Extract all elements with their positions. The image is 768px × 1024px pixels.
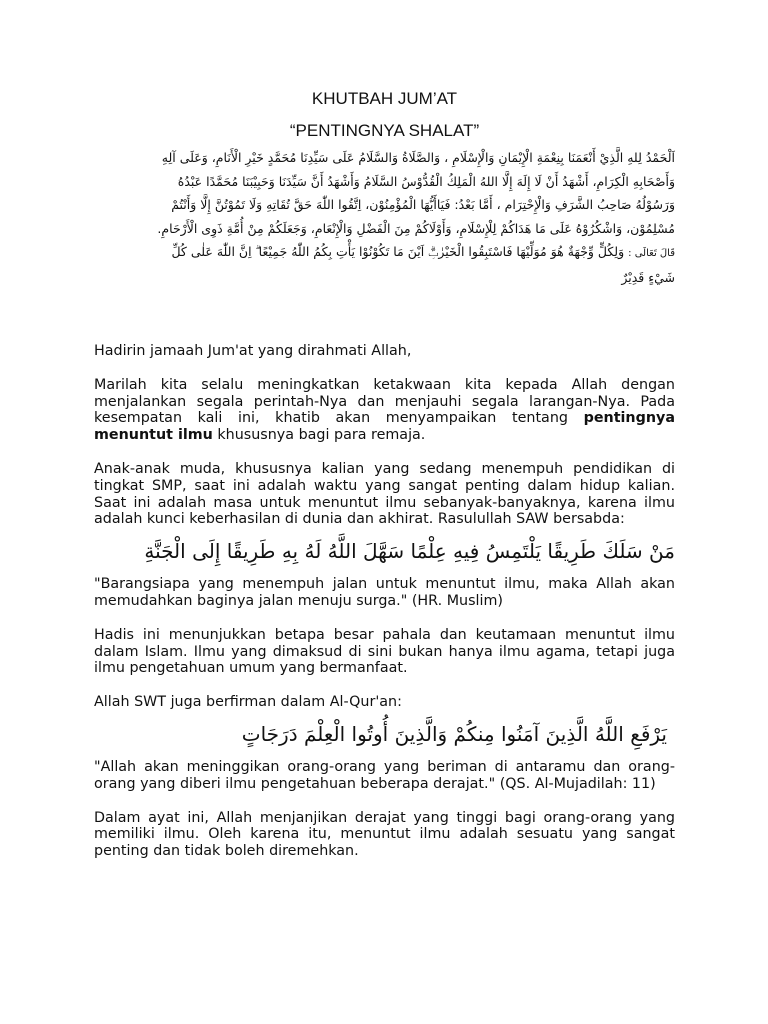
opening-arabic-line: [94, 240, 675, 266]
paragraph-youth: Anak-anak muda, khususnya kalian yang sedang menempuh pendidikan di tingkat SMP, saat ini adalah waktu yang sangat penting dalam hidup kalian. Saat ini adalah masa untuk menuntut ilmu sebanyak-banyaknya, karena ilmu adalah kunci keberhasilan di dunia dan akhirat. Rasulullah SAW bersabda:: [94, 460, 675, 528]
document-page: [94, 88, 675, 860]
paragraph-text: Marilah kita selalu meningkatkan ketakwaan kita kepada Allah dengan menjalankan segala perintah-Nya dan menjauhi segala larangan-Nya. Pada kesempatan kali ini, khatib akan menyampaikan tentang: [94, 376, 675, 427]
greeting: Hadirin jamaah Jum'at yang dirahmati Allah,: [94, 343, 412, 359]
paragraph-text: khususnya bagi para remaja.: [212, 427, 426, 444]
paragraph-intro: [94, 377, 675, 444]
opening-arabic-line: مُسْلِمُوْن، وَاشْكُرُوْهُ عَلَى مَا هَدَاكُمْ لِلْإِسْلَامِ، وَأَوْلَاكُمْ مِنَ الْفَضْلِ وَالْإِنْعَامِ، وَجَعَلَكُمْ مِنْ أُمَّةِ ذَوِى الْأَرْحَامِ.: [157, 220, 675, 236]
opening-arabic-label: قَالَ تَعَالَى :: [628, 248, 675, 259]
opening-arabic-prayer: [94, 146, 675, 289]
quran-verse-arabic: يَرْفَعِ اللَّهُ الَّذِينَ آمَنُوا مِنكُمْ وَالَّذِينَ أُوتُوا الْعِلْمَ دَرَجَاتٍ: [241, 721, 667, 746]
hadith-arabic: مَنْ سَلَكَ طَرِيقًا يَلْتَمِسُ فِيهِ عِلْمًا سَهَّلَ اللَّهُ لَهُ بِهِ طَرِيقًا إِلَى الْجَنَّةِ: [144, 539, 675, 564]
opening-arabic-line: اَلْحَمْدُ لِلهِ الَّذِيْ أَنْعَمَنَا بِنِعْمَةِ الْإِيْمَانِ وَالْإِسْلَامِ ، وَالصَّلَاةُ وَالسَّلَامُ عَلَى سَيِّدِنَا مُحَمَّدٍ خَيْرِ الْأَنَامِ، وَعَلَى آلِهِ: [161, 150, 675, 165]
paragraph-quran-intro: Allah SWT juga berfirman dalam Al-Qur'an:: [94, 694, 402, 711]
document-subtitle: “PENTINGNYA SHALAT”: [289, 121, 480, 140]
quran-verse-translation: "Allah akan meninggikan orang-orang yang beriman di antaramu dan orang-orang yang diberi ilmu pengetahuan beberapa derajat." (QS. Al-Mujadilah: 11): [94, 758, 675, 792]
hadith-translation: "Barangsiapa yang menempuh jalan untuk menuntut ilmu, maka Allah akan memudahkan baginya jalan menuju surga." (HR. Muslim): [94, 576, 675, 609]
paragraph-hadith-explanation: Hadis ini menunjukkan betapa besar pahala dan keutamaan menuntut ilmu dalam Islam. Ilmu yang dimaksud di sini bukan hanya ilmu agama, tetapi juga ilmu pengetahuan umum yang bermanfaat.: [94, 626, 675, 677]
opening-arabic-line: وَأَصْحَابِهِ الْكِرَامِ، أَشْهَدُ أَنْ لَا إِلَهَ إِلَّا اللهُ الْمَلِكُ الْقُدُّوْسُ السَّلَامُ وَأَشْهَدُ أَنَّ سَيِّدَنَا وَحَبِيْبَنَا مُحَمَّدًا عَبْدُهُ: [177, 173, 675, 189]
paragraph-emphasis: pentingnya menuntut ilmu: [94, 410, 675, 444]
opening-arabic-verse: وَلِكُلٍّ وِّجْهَةٌ هُوَ مُوَلِّيْهَا فَاسْتَبِقُوا الْخَيْرٰتِۗ اَيْنَ مَا تَكُوْنُوْا يَأْتِ بِكُمُ اللّٰهُ جَمِيْعًا ۗ اِنَّ اللّٰهَ عَلٰى كُلِّ: [171, 244, 625, 259]
document-title: KHUTBAH JUM’AT: [311, 89, 458, 108]
paragraph-conclusion: Dalam ayat ini, Allah menjanjikan derajat yang tinggi bagi orang-orang yang memiliki ilmu. Oleh karena itu, menuntut ilmu adalah sesuatu yang sangat penting dan tidak boleh diremehkan.: [94, 809, 675, 860]
opening-arabic-line: وَرَسُوْلُهُ صَاحِبُ الشَّرَفِ وَالْإِحْتِرَام ، أَمَّا بَعْدُ: فَيَاأَيُّهَا الْمُؤْمِنُوْن، اِتَّقُوا اللّٰهَ حَقَّ تُقَاتِهِ وَلَا تَمُوْتُنَّ إِلَّا وَأَنْتُمْ: [171, 197, 675, 212]
opening-arabic-line: شَيْءٍ قَدِيْرٌ: [621, 269, 675, 285]
